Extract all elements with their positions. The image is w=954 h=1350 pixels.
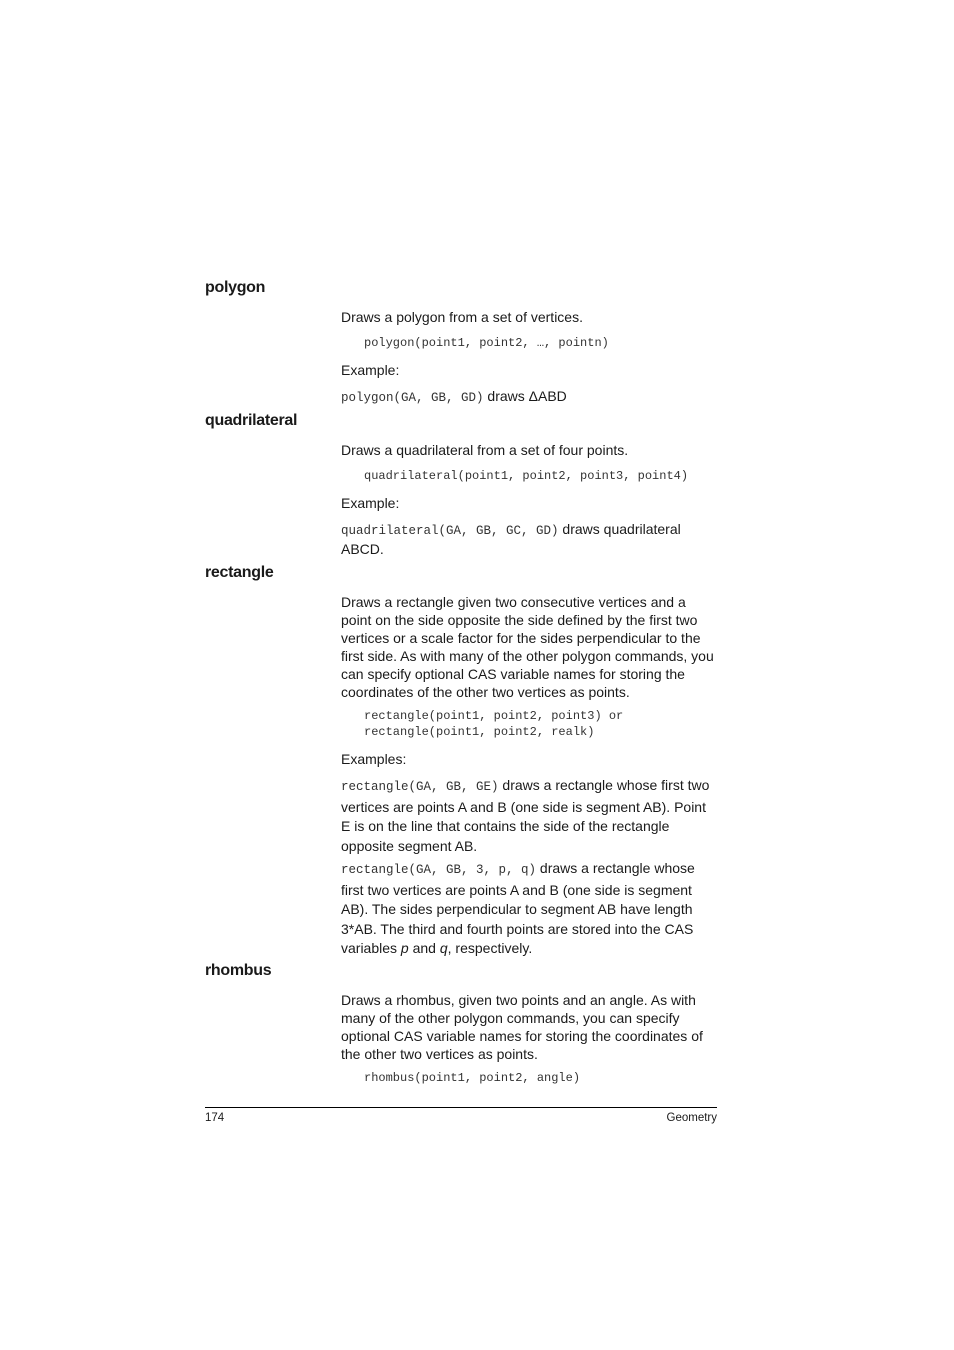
rectangle-syntax-line1: rectangle(point1, point2, point3) or — [364, 709, 624, 723]
polygon-example-text: draws ΔABD — [483, 388, 567, 404]
rectangle-syntax-line2: rectangle(point1, point2, realk) — [364, 725, 595, 739]
polygon-example — [341, 387, 719, 407]
quadrilateral-example — [341, 520, 719, 558]
rectangle-example2-text-b: and — [408, 940, 440, 956]
rectangle-example2-var-q: q — [439, 940, 448, 956]
rectangle-example1-text: draws a rectangle whose first two vertices are points A and B (one side is segment AB). Point E is on the line that contains the side of the rectangle opposite segment AB. — [341, 777, 710, 854]
rectangle-example2-var-p: p — [400, 940, 409, 956]
rectangle-example-1 — [341, 776, 719, 856]
polygon-description: Draws a polygon from a set of vertices. — [341, 309, 583, 325]
footer-rule — [205, 1107, 717, 1108]
polygon-example-code: polygon(GA, GB, GD) — [341, 391, 484, 405]
quadrilateral-example-label: Example: — [341, 495, 400, 511]
rhombus-description: Draws a rhombus, given two points and an angle. As with many of the other polygon commands, you can specify optional CAS variable names for storing the coordinates of the other two vertices as points. — [341, 992, 703, 1062]
rectangle-example2-text-c: , respectively. — [447, 940, 533, 956]
rectangle-example2-code: rectangle(GA, GB, 3, p, q) — [341, 863, 537, 877]
polygon-syntax: polygon(point1, point2, …, pointn) — [364, 336, 609, 350]
quadrilateral-example-text: draws quadrilateral ABCD. — [341, 521, 681, 557]
rectangle-example2-text-a: draws a rectangle whose first two vertices are points A and B (one side is segment AB). The sides perpendicular to segment AB have length 3*AB. The third and fourth points are stored into the CAS variables — [341, 860, 695, 956]
rectangle-examples-label: Examples: — [341, 751, 407, 767]
quadrilateral-syntax: quadrilateral(point1, point2, point3, point4) — [364, 469, 689, 483]
quadrilateral-description: Draws a quadrilateral from a set of four points. — [341, 442, 629, 458]
rhombus-syntax: rhombus(point1, point2, angle) — [364, 1071, 581, 1085]
heading-quadrilateral: quadrilateral — [205, 412, 298, 429]
quadrilateral-example-code: quadrilateral(GA, GB, GC, GD) — [341, 524, 559, 538]
rectangle-description: Draws a rectangle given two consecutive vertices and a point on the side opposite the side defined by the first two vertices or a scale factor for the sides perpendicular to the first side. As with many of the other polygon commands, you can specify optional CAS variable names for storing the coordinates of the other two vertices as points. — [341, 594, 714, 700]
page-number: 174 — [205, 1112, 225, 1124]
heading-polygon: polygon — [205, 279, 266, 296]
rectangle-example1-code: rectangle(GA, GB, GE) — [341, 780, 499, 794]
polygon-example-label: Example: — [341, 362, 400, 378]
heading-rectangle: rectangle — [205, 564, 274, 581]
heading-rhombus: rhombus — [205, 962, 272, 979]
section-name: Geometry — [666, 1112, 717, 1124]
rectangle-example-2 — [341, 859, 719, 959]
